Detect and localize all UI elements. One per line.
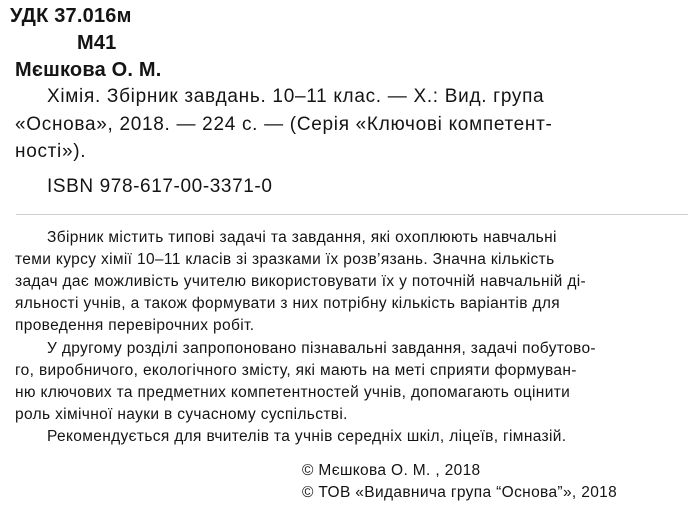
annotation-line: Збірник містить типові задачі та завдання, які охоплюють навчальні <box>47 229 557 246</box>
copyright-line: © ТОВ «Видавнича група “Основа”», 2018 <box>302 484 618 501</box>
annotation-line: Рекомендується для вчителів та учнів середніх шкіл, ліцеїв, гімназій. <box>47 428 567 445</box>
annotation-line: задач дає можливість учителю використовувати їх у поточній навчальній ді- <box>15 273 587 290</box>
copyright-line: © Мєшкова О. М. , 2018 <box>302 462 481 479</box>
isbn: ISBN 978-617-00-3371-0 <box>47 176 273 197</box>
udk-index: УДК 37.016м <box>10 5 132 27</box>
annotation-line: ню ключових та предметних компетентностей учнів, допомагають оцінити <box>15 384 571 401</box>
annotation-line: проведення перевірочних робіт. <box>15 317 255 334</box>
annotation-line: роль хімічної науки в сучасному суспільстві. <box>15 406 348 423</box>
section-divider <box>16 214 688 215</box>
annotation-line: У другому розділі запропоновано пізнавальні завдання, задачі побутово- <box>47 340 596 357</box>
bibliographic-line: «Основа», 2018. — 224 с. — (Серія «Ключові компетент- <box>15 114 553 135</box>
bibliographic-line: ності»). <box>15 141 87 162</box>
annotation-line: теми курсу хімії 10–11 класів зі зразками їх розв’язань. Значна кількість <box>15 251 555 268</box>
annotation-line: го, виробничого, екологічного змісту, які мають на меті сприяти формуван- <box>15 362 577 379</box>
cutter-code: М41 <box>77 32 117 54</box>
author-heading: Мєшкова О. М. <box>15 59 162 81</box>
annotation-line: яльності учнів, а також формувати з них потрібну кількість варіантів для <box>15 295 561 312</box>
bibliographic-line: Хімія. Збірник завдань. 10–11 клас. — Х.: Вид. група <box>47 86 545 107</box>
